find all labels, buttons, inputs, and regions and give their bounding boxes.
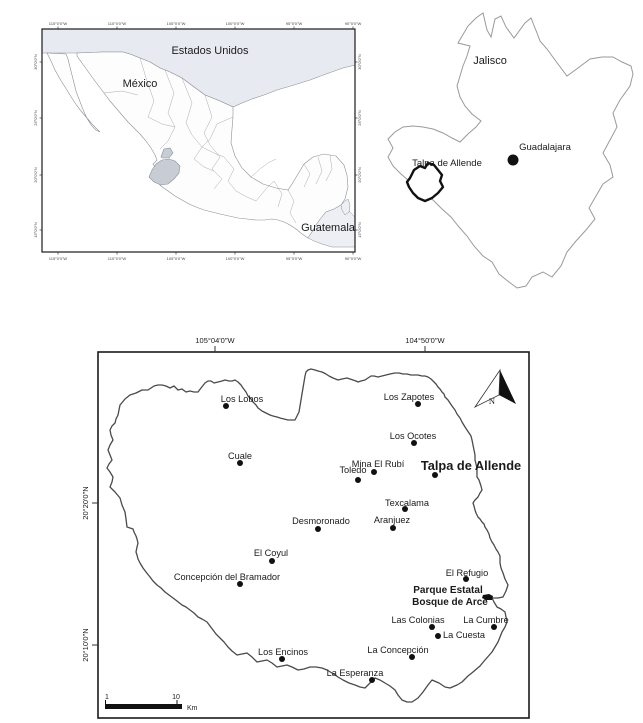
- scale-end-label: 10: [172, 694, 180, 701]
- place-dot-desmoronado: [315, 526, 321, 532]
- label-guatemala: Guatemala: [301, 222, 355, 234]
- lat-tick-label: 25°0'0"N: [33, 110, 38, 126]
- place-dot-aranjuez: [390, 525, 396, 531]
- jalisco-inset-map: [378, 8, 643, 292]
- mexico-inset-map: [10, 4, 370, 266]
- north-arrow-icon: [475, 370, 516, 407]
- lon-tick-label: 90°0'0"W: [344, 256, 362, 261]
- park-label-line2: Bosque de Arce: [412, 597, 488, 608]
- talpa-municipality-map: [70, 336, 545, 723]
- label-guadalajara: Guadalajara: [519, 142, 571, 153]
- lon-tick-label: 105°0'0"W: [166, 21, 186, 26]
- jalisco-state-outline: [388, 13, 633, 288]
- main-lon-tick-label: 104°50'0"W: [405, 336, 445, 345]
- lon-tick-label: 105°0'0"W: [166, 256, 186, 261]
- place-label-la-esperanza: La Esperanza: [326, 668, 384, 678]
- scale-bar: [105, 694, 198, 712]
- lon-tick-label: 110°0'0"W: [107, 21, 127, 26]
- place-label-las-colonias: Las Colonias: [391, 615, 445, 625]
- scale-start-label: 1: [105, 694, 109, 701]
- lat-tick-label: 15°0'0"N: [33, 222, 38, 238]
- lat-tick-label: 30°0'0"N: [357, 54, 362, 70]
- place-label-la-concepci-n: La Concepción: [367, 645, 429, 655]
- place-label-toledo: Toledo: [339, 465, 367, 475]
- place-label-aranjuez: Aranjuez: [373, 515, 411, 525]
- scale-unit-label: Km: [187, 705, 198, 712]
- place-label-los-ocotes: Los Ocotes: [389, 431, 437, 441]
- label-talpa-de-allende-inset: Talpa de Allende: [412, 158, 482, 169]
- place-label-concepci-n-del-bramador: Concepción del Bramador: [173, 572, 281, 582]
- lat-tick-label: 30°0'0"N: [33, 54, 38, 70]
- place-label-cuale: Cuale: [227, 451, 253, 461]
- label-estados-unidos: Estados Unidos: [171, 45, 249, 57]
- place-label-los-encinos: Los Encinos: [257, 647, 309, 657]
- lat-tick-label: 20°0'0"N: [33, 167, 38, 183]
- lon-tick-label: 115°0'0"W: [48, 256, 68, 261]
- place-label-los-zapotes: Los Zapotes: [383, 392, 435, 402]
- place-label-el-refugio: El Refugio: [445, 568, 489, 578]
- main-lon-tick-label: 105°04'0"W: [195, 336, 235, 345]
- place-label-desmoronado: Desmoronado: [292, 516, 350, 526]
- place-label-talpa-de-allende: Talpa de Allende: [420, 458, 522, 473]
- label-jalisco: Jalisco: [473, 55, 507, 67]
- place-dot-el-coyul: [269, 558, 275, 564]
- lon-tick-label: 100°0'0"W: [225, 21, 245, 26]
- place-label-mina-el-rub: Mina El Rubí: [351, 459, 405, 469]
- lon-tick-label: 90°0'0"W: [344, 21, 362, 26]
- lon-tick-label: 95°0'0"W: [285, 21, 303, 26]
- place-dot-mina-el-rub: [371, 469, 377, 475]
- north-arrow-label: N: [488, 396, 496, 406]
- place-label-la-cuesta: La Cuesta: [443, 630, 485, 640]
- lat-tick-label: 15°0'0"N: [357, 222, 362, 238]
- lon-tick-label: 115°0'0"W: [48, 21, 68, 26]
- lat-tick-label: 20°0'0"N: [357, 167, 362, 183]
- park-label-line1: Parque Estatal: [413, 585, 483, 596]
- main-lat-tick-label: 20°20'0"N: [81, 486, 90, 520]
- place-label-los-lobos: Los Lobos: [220, 394, 264, 404]
- lat-tick-label: 25°0'0"N: [357, 110, 362, 126]
- main-lat-tick-label: 20°10'0"N: [81, 628, 90, 662]
- lon-tick-label: 100°0'0"W: [225, 256, 245, 261]
- lon-tick-label: 95°0'0"W: [285, 256, 303, 261]
- label-mexico: México: [122, 78, 158, 90]
- lon-tick-label: 110°0'0"W: [107, 256, 127, 261]
- place-dot-la-cuesta: [435, 633, 441, 639]
- place-label-el-coyul: El Coyul: [253, 548, 289, 558]
- place-label-texcalama: Texcalama: [385, 498, 429, 508]
- guadalajara-dot: [508, 155, 519, 166]
- place-label-la-cumbre: La Cumbre: [463, 615, 509, 625]
- place-dot-toledo: [355, 477, 361, 483]
